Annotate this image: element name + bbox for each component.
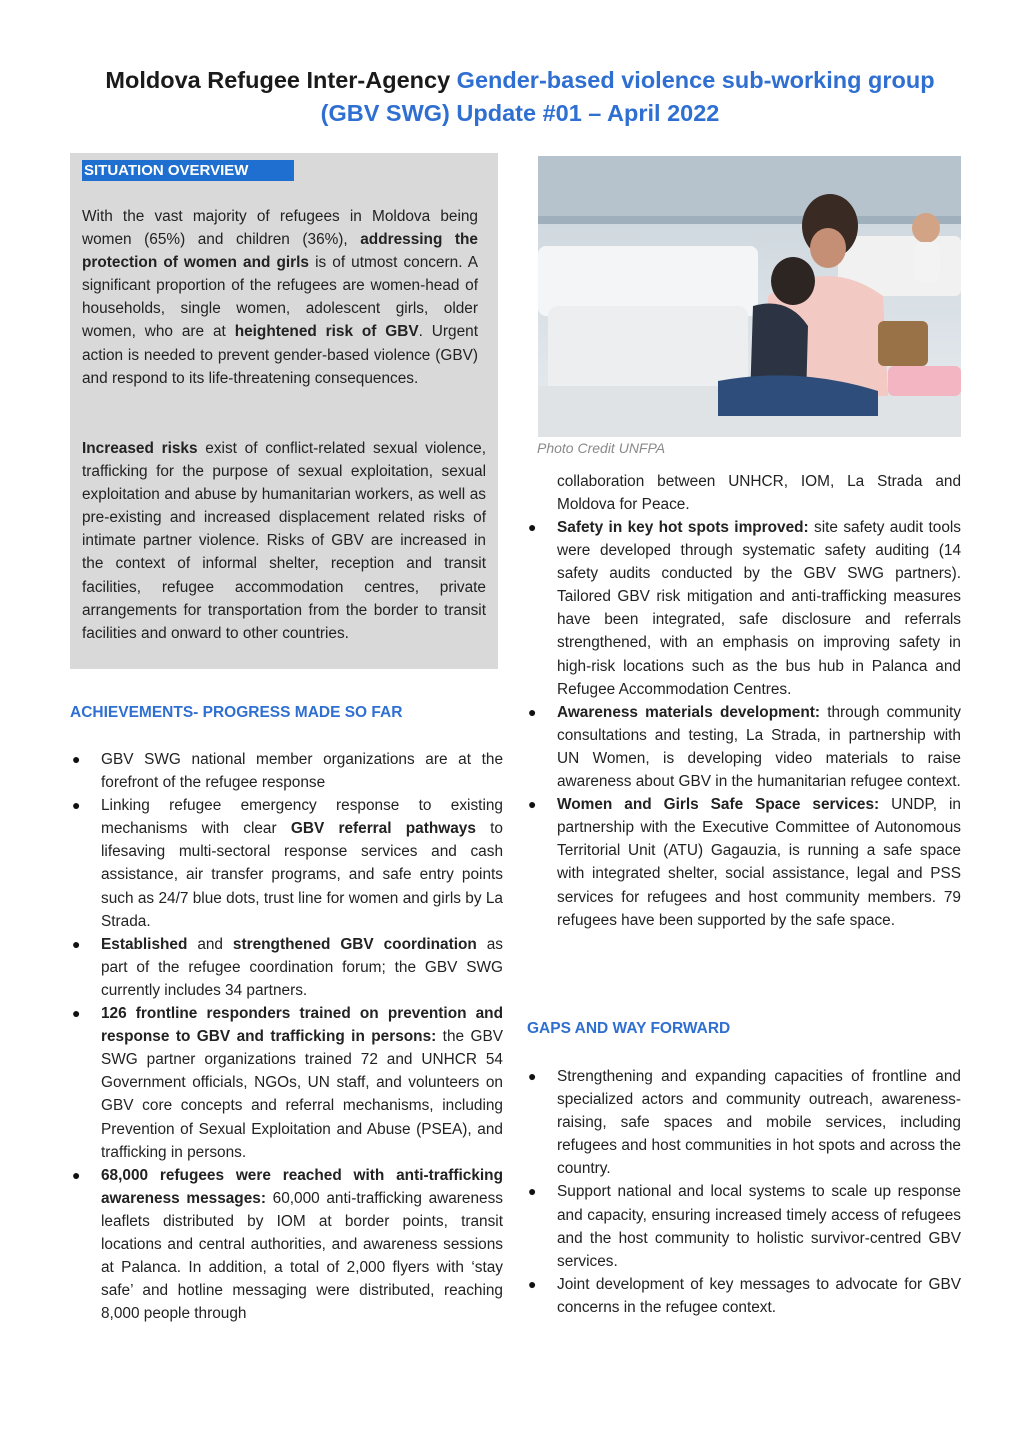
photo-illustration: [538, 156, 961, 437]
situation-paragraph-1: With the vast majority of refugees in Moldova being women (65%) and children (36%), addressing the protection of women and girls is of utmost concern. A significant proportion of the refugees are women-head of households, single women, adolescent girls, older women, who are at heightened risk of GBV. Urgent action is needed to prevent gender-based violence (GBV) and respond to its life-threatening consequences.: [82, 208, 478, 387]
list-item: ● Joint development of key messages to advocate for GBV concerns in the refugee context.: [557, 1273, 961, 1319]
bullet-icon: ●: [72, 1005, 81, 1022]
list-item: ● Safety in key hot spots improved: site safety audit tools were developed through systematic safety auditing (14 safety audits conducted by the GBV SWG partners). Tailored GBV risk mitigation and anti-trafficking measures have been integrated, safe disclosure and referrals strengthened, with an emphasis on improving safety in high-risk locations such as the bus hub in Palanca and Refugee Accommodation Centres.: [557, 516, 961, 701]
bullet-icon: ●: [72, 935, 81, 952]
list-item: ● Women and Girls Safe Space services: UNDP, in partnership with the Executive Committee of Autonomous Territorial Unit (ATU) Gagauzia, is running a safe space with integrated shelter, social assistance, legal and PSS services for refugees and host community members. 79 refugees have been supported by the safe space.: [557, 793, 961, 932]
refugee-photo: [538, 156, 961, 437]
title-agency: Moldova Refugee Inter-Agency: [105, 67, 457, 93]
list-item: ● Awareness materials development: through community consultations and testing, La Strada, in partnership with UN Women, is developing video materials to raise awareness about GBV in the humanitarian refugee context.: [557, 701, 961, 793]
bullet-icon: ●: [528, 1068, 537, 1084]
gaps-list: [528, 1065, 961, 1319]
achievements-list-continued: [528, 516, 961, 932]
bullet-icon: ●: [528, 1183, 537, 1200]
bullet-icon: ●: [528, 703, 537, 720]
list-item: ● Strengthening and expanding capacities of frontline and specialized actors and community outreach, awareness-raising, safe spaces and mobile services, including refugees and host communities in hot spots and across the country.: [557, 1065, 961, 1180]
list-item: ● 68,000 refugees were reached with anti-trafficking awareness messages: 60,000 anti-trafficking awareness leaflets distributed by IOM at border points, transit locations and central authorities, and awareness sessions at Palanca. In addition, a total of 2,000 flyers with ‘stay safe’ and hotline messaging were distributed, reaching 8,000 people through: [101, 1164, 503, 1326]
title-update: (GBV SWG) Update #01 – April 2022: [320, 100, 720, 126]
list-item: ● 126 frontline responders trained on prevention and response to GBV and trafficking in persons: the GBV SWG partner organizations trained 72 and UNHCR 54 Government officials, NGOs, UN staff, and volunteers on GBV core concepts and referral mechanisms, including Prevention of Sexual Exploitation and Abuse (PSEA), and trafficking in persons.: [101, 1002, 503, 1164]
list-item: ● Support national and local systems to scale up response and capacity, ensuring increased timely access of refugees and the host community to holistic survivor-centred GBV services.: [557, 1180, 961, 1272]
achievement-continued-text: collaboration between UNHCR, IOM, La Strada and Moldova for Peace.: [557, 473, 961, 514]
bullet-icon: ●: [528, 796, 537, 813]
gaps-heading: GAPS AND WAY FORWARD: [527, 1020, 731, 1037]
photo-caption: Photo Credit UNFPA: [537, 440, 666, 456]
list-item: ● GBV SWG national member organizations are at the forefront of the refugee response: [101, 748, 503, 794]
situation-paragraph-2: Increased risks exist of conflict-related sexual violence, trafficking for the purpose of sexual exploitation, sexual exploitation and abuse by humanitarian workers, as well as pre-existing and increased displacement related risks of intimate partner violence. Risks of GBV are increased in the context of informal shelter, reception and transit facilities, refugee accommodation centres, private arrangements for transportation from the border to transit facilities and onward to other countries.: [82, 440, 486, 642]
list-item: ● Established and strengthened GBV coordination as part of the refugee coordination forum; the GBV SWG currently includes 34 partners.: [101, 933, 503, 1002]
page-title: [60, 64, 980, 130]
bullet-icon: ●: [72, 1166, 81, 1183]
bullet-icon: ●: [528, 519, 537, 535]
title-group: Gender-based violence sub-working group: [456, 67, 935, 93]
bullet-icon: ●: [72, 751, 81, 767]
achievements-heading: ACHIEVEMENTS- PROGRESS MADE SO FAR: [70, 704, 403, 721]
list-item: ● Linking refugee emergency response to existing mechanisms with clear GBV referral pathways to lifesaving multi-sectoral response services and cash assistance, air transfer programs, and safe entry points such as 24/7 blue dots, trust line for women and girls by La Strada.: [101, 794, 503, 933]
bullet-icon: ●: [72, 797, 81, 814]
bullet-icon: ●: [528, 1275, 537, 1292]
achievements-list: [72, 748, 504, 1325]
situation-overview-heading: SITUATION OVERVIEW: [82, 160, 294, 181]
